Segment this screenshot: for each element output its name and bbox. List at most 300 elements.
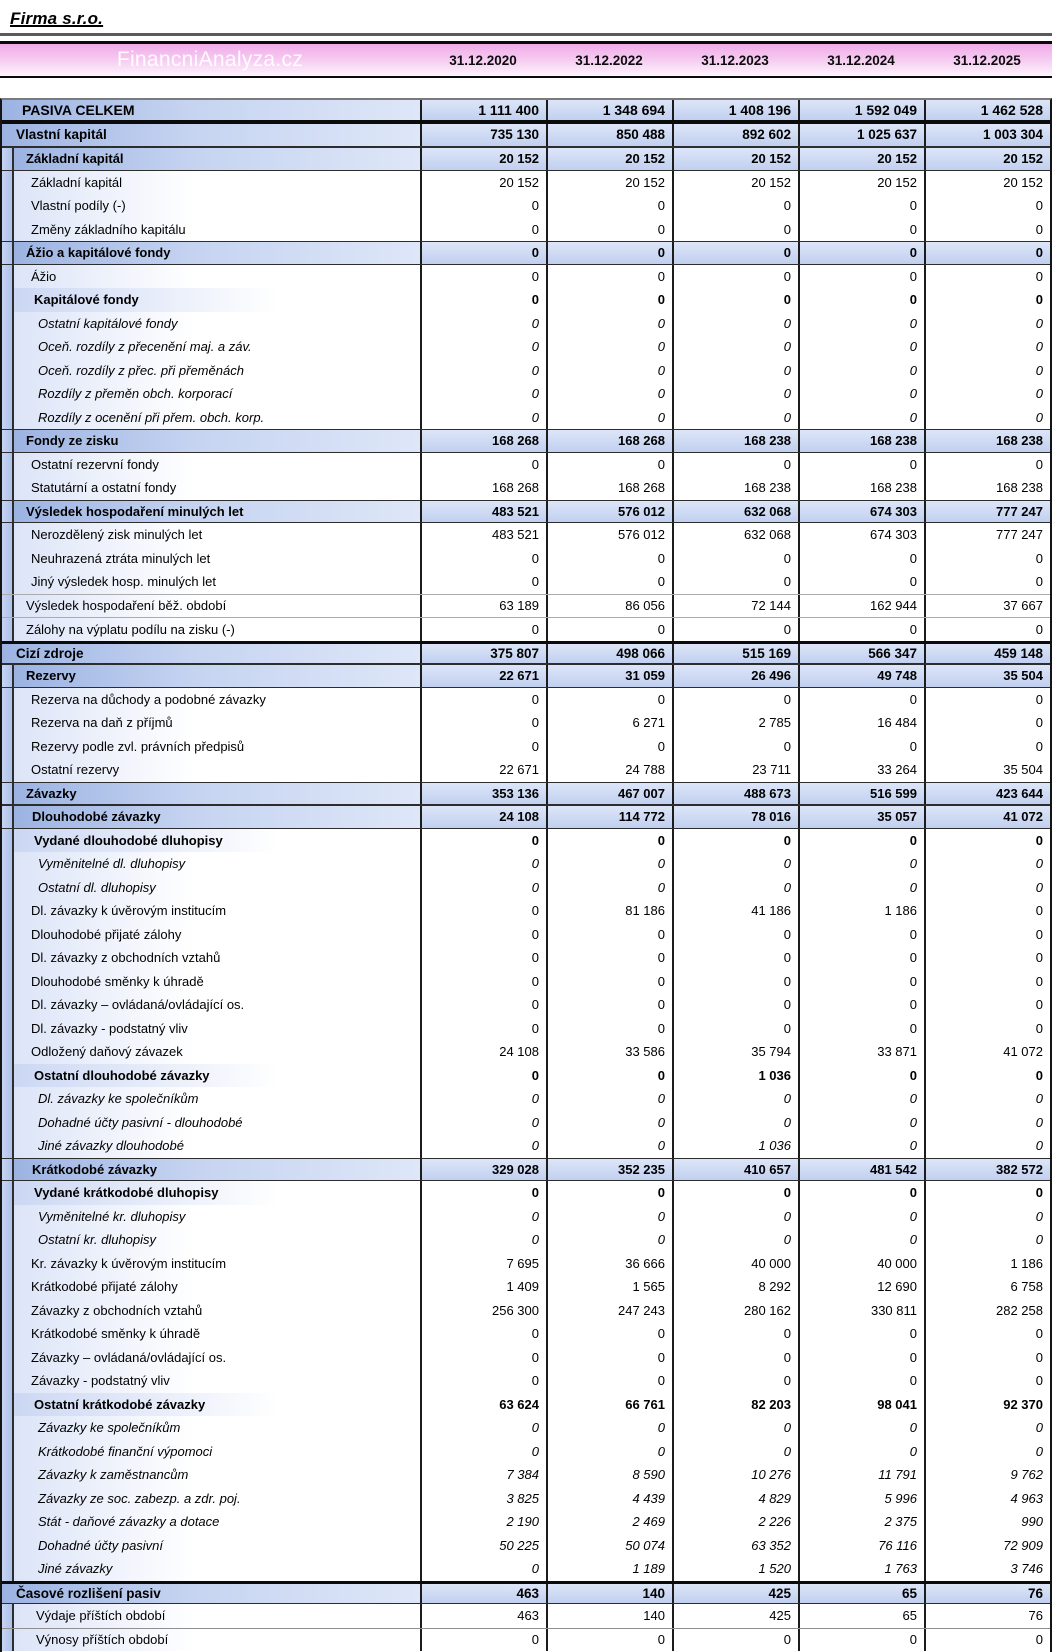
- value-cell: 0: [420, 547, 546, 571]
- value-cell: 0: [924, 547, 1050, 571]
- row-label: Cizí zdroje: [2, 644, 420, 664]
- hierarchy-gutter: [2, 993, 14, 1017]
- value-cell: 0: [546, 288, 672, 312]
- hierarchy-gutter: [2, 1534, 14, 1558]
- value-cell: 4 829: [672, 1487, 798, 1511]
- value-cell: 0: [672, 242, 798, 264]
- table-row: [2, 1322, 1050, 1346]
- hierarchy-gutter: [2, 453, 14, 477]
- value-cell: 0: [420, 1557, 546, 1581]
- value-cell: 0: [924, 359, 1050, 383]
- value-cell: 0: [546, 406, 672, 430]
- value-cell: 256 300: [420, 1299, 546, 1323]
- value-cell: 7 695: [420, 1252, 546, 1276]
- hierarchy-gutter: [2, 406, 14, 430]
- value-cell: 0: [924, 829, 1050, 853]
- hierarchy-gutter: [2, 1040, 14, 1064]
- table-row: [2, 1604, 1050, 1628]
- value-cell: 140: [546, 1604, 672, 1628]
- hierarchy-gutter: [2, 1369, 14, 1393]
- table-row: [2, 1369, 1050, 1393]
- value-cell: 0: [546, 735, 672, 759]
- row-label: Krátkodobé finanční výpomoci: [14, 1440, 420, 1464]
- report-header: [0, 0, 1052, 31]
- value-cell: 0: [798, 688, 924, 712]
- value-cell: 0: [420, 899, 546, 923]
- value-cell: 674 303: [798, 501, 924, 523]
- row-label: Dl. závazky ke společníkům: [14, 1087, 420, 1111]
- row-label: Rozdíly z přeměn obch. korporací: [14, 382, 420, 406]
- table-row: [2, 265, 1050, 289]
- page-title: Firma s.r.o.: [10, 9, 104, 28]
- value-cell: 0: [546, 1322, 672, 1346]
- row-label: Ostatní dl. dluhopisy: [14, 876, 420, 900]
- title-divider: [0, 33, 1052, 36]
- value-cell: 0: [546, 1205, 672, 1229]
- value-cell: 0: [924, 711, 1050, 735]
- value-cell: 0: [546, 335, 672, 359]
- value-cell: 1 111 400: [420, 100, 546, 120]
- value-cell: 0: [924, 899, 1050, 923]
- table-row: [2, 688, 1050, 712]
- value-cell: 41 186: [672, 899, 798, 923]
- row-label: Vyměnitelné kr. dluhopisy: [14, 1205, 420, 1229]
- value-cell: 0: [420, 1017, 546, 1041]
- table-row: [2, 171, 1050, 195]
- value-cell: 65: [798, 1584, 924, 1604]
- value-cell: 0: [546, 1111, 672, 1135]
- table-row: [2, 476, 1050, 500]
- value-cell: 20 152: [420, 171, 546, 195]
- row-label: Ostatní kapitálové fondy: [14, 312, 420, 336]
- hierarchy-gutter: [2, 618, 14, 641]
- value-cell: 31 059: [546, 665, 672, 687]
- hierarchy-gutter: [2, 359, 14, 383]
- value-cell: 0: [672, 1087, 798, 1111]
- value-cell: 0: [924, 242, 1050, 264]
- row-label: Krátkodobé přijaté zálohy: [14, 1275, 420, 1299]
- value-cell: 0: [420, 359, 546, 383]
- value-cell: 168 238: [798, 476, 924, 500]
- value-cell: 0: [420, 1629, 546, 1652]
- row-label: Ostatní rezervní fondy: [14, 453, 420, 477]
- value-cell: 0: [798, 1134, 924, 1158]
- row-label: Kapitálové fondy: [14, 288, 420, 312]
- value-cell: 0: [924, 1087, 1050, 1111]
- value-cell: 0: [420, 194, 546, 218]
- value-cell: 329 028: [420, 1159, 546, 1181]
- row-label: Vydané krátkodobé dluhopisy: [14, 1181, 420, 1205]
- value-cell: 0: [546, 1629, 672, 1652]
- hierarchy-gutter: [2, 1159, 14, 1181]
- row-label: Ostatní kr. dluhopisy: [14, 1228, 420, 1252]
- hierarchy-gutter: [2, 1228, 14, 1252]
- value-cell: 114 772: [546, 806, 672, 828]
- row-label: Výsledek hospodaření minulých let: [14, 501, 420, 523]
- row-label: Nerozdělený zisk minulých let: [14, 523, 420, 547]
- value-cell: 0: [924, 993, 1050, 1017]
- table-row: [2, 1158, 1050, 1182]
- row-label: Dl. závazky k úvěrovým institucím: [14, 899, 420, 923]
- value-cell: 353 136: [420, 783, 546, 805]
- value-cell: 0: [672, 1111, 798, 1135]
- table-row: [2, 852, 1050, 876]
- value-cell: 777 247: [924, 523, 1050, 547]
- hierarchy-gutter: [2, 547, 14, 571]
- value-cell: 0: [546, 547, 672, 571]
- column-header-date: 31.12.2025: [953, 52, 1021, 68]
- row-label: Jiné závazky dlouhodobé: [14, 1134, 420, 1158]
- value-cell: 0: [672, 946, 798, 970]
- value-cell: 12 690: [798, 1275, 924, 1299]
- value-cell: 0: [798, 1440, 924, 1464]
- value-cell: 0: [420, 1134, 546, 1158]
- hierarchy-gutter: [2, 946, 14, 970]
- value-cell: 72 909: [924, 1534, 1050, 1558]
- row-label: Rezerva na důchody a podobné závazky: [14, 688, 420, 712]
- table-row: [2, 1534, 1050, 1558]
- value-cell: 0: [672, 735, 798, 759]
- row-label: Kr. závazky k úvěrovým institucím: [14, 1252, 420, 1276]
- hierarchy-gutter: [2, 1557, 14, 1581]
- value-cell: 40 000: [672, 1252, 798, 1276]
- table-row: [2, 899, 1050, 923]
- row-label: Výnosy příštích období: [14, 1629, 420, 1652]
- column-header-date: 31.12.2023: [701, 52, 769, 68]
- value-cell: 0: [924, 1134, 1050, 1158]
- value-cell: 78 016: [672, 806, 798, 828]
- hierarchy-gutter: [2, 1134, 14, 1158]
- value-cell: 33 871: [798, 1040, 924, 1064]
- hierarchy-gutter: [2, 876, 14, 900]
- watermark-text: FinancniAnalyza.cz: [116, 48, 304, 71]
- value-cell: 0: [924, 406, 1050, 430]
- row-label: Závazky ze soc. zabezp. a zdr. poj.: [14, 1487, 420, 1511]
- value-cell: 352 235: [546, 1159, 672, 1181]
- row-label: Rozdíly z ocenění při přem. obch. korp.: [14, 406, 420, 430]
- value-cell: 0: [420, 876, 546, 900]
- value-cell: 0: [420, 1369, 546, 1393]
- table-row: [2, 617, 1050, 641]
- value-cell: 0: [672, 570, 798, 594]
- value-cell: 0: [798, 1111, 924, 1135]
- value-cell: 37 667: [924, 595, 1050, 618]
- hierarchy-gutter: [2, 218, 14, 242]
- value-cell: 92 370: [924, 1393, 1050, 1417]
- value-cell: 0: [546, 312, 672, 336]
- value-cell: 0: [420, 570, 546, 594]
- value-cell: 0: [420, 382, 546, 406]
- value-cell: 0: [798, 382, 924, 406]
- row-label: Rezervy: [14, 665, 420, 687]
- value-cell: 168 268: [420, 476, 546, 500]
- table-row: [2, 1228, 1050, 1252]
- value-cell: 0: [546, 852, 672, 876]
- value-cell: 6 758: [924, 1275, 1050, 1299]
- value-cell: 735 130: [420, 124, 546, 147]
- value-cell: 0: [798, 923, 924, 947]
- value-cell: 0: [672, 1440, 798, 1464]
- table-row: [2, 218, 1050, 242]
- table-row: [2, 500, 1050, 524]
- hierarchy-gutter: [2, 194, 14, 218]
- value-cell: 22 671: [420, 758, 546, 782]
- value-cell: 168 268: [420, 430, 546, 452]
- value-cell: 0: [798, 312, 924, 336]
- hierarchy-gutter: [2, 1629, 14, 1652]
- value-cell: 0: [924, 288, 1050, 312]
- row-label: Krátkodobé závazky: [14, 1159, 420, 1181]
- value-cell: 0: [798, 1064, 924, 1088]
- row-label: Jiný výsledek hosp. minulých let: [14, 570, 420, 594]
- value-cell: 488 673: [672, 783, 798, 805]
- row-label: Vydané dlouhodobé dluhopisy: [14, 829, 420, 853]
- row-label: Vlastní kapitál: [2, 124, 420, 147]
- value-cell: 0: [924, 265, 1050, 289]
- hierarchy-gutter: [2, 1416, 14, 1440]
- value-cell: 280 162: [672, 1299, 798, 1323]
- value-cell: 0: [420, 1228, 546, 1252]
- value-cell: 0: [420, 1181, 546, 1205]
- value-cell: 0: [546, 1087, 672, 1111]
- row-label: Dlouhodobé přijaté zálohy: [14, 923, 420, 947]
- value-cell: 2 469: [546, 1510, 672, 1534]
- hierarchy-gutter: [2, 923, 14, 947]
- value-cell: 1 186: [798, 899, 924, 923]
- value-cell: 20 152: [672, 148, 798, 170]
- table-row: [2, 1628, 1050, 1652]
- table-row: [2, 923, 1050, 947]
- value-cell: 777 247: [924, 501, 1050, 523]
- hierarchy-gutter: [2, 783, 14, 805]
- value-cell: 1 036: [672, 1134, 798, 1158]
- value-cell: 0: [546, 688, 672, 712]
- value-cell: 1 348 694: [546, 100, 672, 120]
- value-cell: 0: [672, 618, 798, 641]
- value-cell: 0: [420, 735, 546, 759]
- table-row: [2, 1134, 1050, 1158]
- table-row: [2, 359, 1050, 383]
- hierarchy-gutter: [2, 288, 14, 312]
- value-cell: 24 108: [420, 1040, 546, 1064]
- value-cell: 0: [924, 1017, 1050, 1041]
- value-cell: 0: [672, 1205, 798, 1229]
- value-cell: 850 488: [546, 124, 672, 147]
- hierarchy-gutter: [2, 1087, 14, 1111]
- value-cell: 72 144: [672, 595, 798, 618]
- value-cell: 24 788: [546, 758, 672, 782]
- value-cell: 0: [798, 218, 924, 242]
- value-cell: 330 811: [798, 1299, 924, 1323]
- row-label: Dl. závazky – ovládaná/ovládající os.: [14, 993, 420, 1017]
- table-row: [2, 1275, 1050, 1299]
- value-cell: 566 347: [798, 644, 924, 664]
- value-cell: 0: [798, 852, 924, 876]
- value-cell: 1 003 304: [924, 124, 1050, 147]
- value-cell: 0: [672, 265, 798, 289]
- value-cell: 0: [798, 242, 924, 264]
- value-cell: 0: [546, 1416, 672, 1440]
- hierarchy-gutter: [2, 430, 14, 452]
- hierarchy-gutter: [2, 501, 14, 523]
- value-cell: 0: [924, 946, 1050, 970]
- value-cell: 0: [420, 265, 546, 289]
- balance-table-rows: [2, 100, 1050, 1651]
- value-cell: 76 116: [798, 1534, 924, 1558]
- table-row: [2, 429, 1050, 453]
- value-cell: 516 599: [798, 783, 924, 805]
- value-cell: 1 520: [672, 1557, 798, 1581]
- table-row: [2, 312, 1050, 336]
- hierarchy-gutter: [2, 852, 14, 876]
- value-cell: 81 186: [546, 899, 672, 923]
- value-cell: 483 521: [420, 523, 546, 547]
- row-label: Zálohy na výplatu podílu na zisku (-): [14, 618, 420, 641]
- row-label: Oceň. rozdíly z přec. při přeměnách: [14, 359, 420, 383]
- value-cell: 26 496: [672, 665, 798, 687]
- value-cell: 0: [420, 1440, 546, 1464]
- value-cell: 2 190: [420, 1510, 546, 1534]
- value-cell: 50 074: [546, 1534, 672, 1558]
- value-cell: 20 152: [924, 148, 1050, 170]
- row-label: Neuhrazená ztráta minulých let: [14, 547, 420, 571]
- row-label: PASIVA CELKEM: [2, 100, 420, 120]
- table-row: [2, 406, 1050, 430]
- value-cell: 0: [420, 1416, 546, 1440]
- value-cell: 576 012: [546, 523, 672, 547]
- value-cell: 0: [924, 852, 1050, 876]
- value-cell: 0: [672, 1416, 798, 1440]
- value-cell: 1 592 049: [798, 100, 924, 120]
- value-cell: 1 189: [546, 1557, 672, 1581]
- value-cell: 0: [546, 1017, 672, 1041]
- row-label: Dlouhodobé závazky: [14, 806, 420, 828]
- value-cell: 1 409: [420, 1275, 546, 1299]
- value-cell: 49 748: [798, 665, 924, 687]
- table-row: [2, 382, 1050, 406]
- value-cell: 8 292: [672, 1275, 798, 1299]
- table-row: [2, 1416, 1050, 1440]
- row-label: Odložený daňový závazek: [14, 1040, 420, 1064]
- value-cell: 0: [798, 970, 924, 994]
- value-cell: 98 041: [798, 1393, 924, 1417]
- value-cell: 76: [924, 1604, 1050, 1628]
- value-cell: 0: [420, 852, 546, 876]
- row-label: Ážio: [14, 265, 420, 289]
- value-cell: 0: [672, 1228, 798, 1252]
- value-cell: 0: [924, 570, 1050, 594]
- table-row: [2, 735, 1050, 759]
- value-cell: 0: [798, 1205, 924, 1229]
- value-cell: 0: [798, 335, 924, 359]
- hierarchy-gutter: [2, 476, 14, 500]
- hierarchy-gutter: [2, 829, 14, 853]
- table-row: [2, 570, 1050, 594]
- value-cell: 0: [798, 1087, 924, 1111]
- value-cell: 11 791: [798, 1463, 924, 1487]
- row-label: Dohadné účty pasivní - dlouhodobé: [14, 1111, 420, 1135]
- table-row: [2, 1205, 1050, 1229]
- table-row: [2, 782, 1050, 806]
- table-row: [2, 1111, 1050, 1135]
- value-cell: 35 794: [672, 1040, 798, 1064]
- value-cell: 0: [672, 1322, 798, 1346]
- value-cell: 0: [420, 1087, 546, 1111]
- value-cell: 0: [798, 735, 924, 759]
- row-label: Krátkodobé směnky k úhradě: [14, 1322, 420, 1346]
- value-cell: 467 007: [546, 783, 672, 805]
- value-cell: 0: [798, 1416, 924, 1440]
- value-cell: 41 072: [924, 806, 1050, 828]
- value-cell: 3 825: [420, 1487, 546, 1511]
- row-label: Rezervy podle zvl. právních předpisů: [14, 735, 420, 759]
- value-cell: 23 711: [672, 758, 798, 782]
- value-cell: 282 258: [924, 1299, 1050, 1323]
- value-cell: 0: [798, 946, 924, 970]
- balance-sheet-table: [0, 98, 1052, 1652]
- hierarchy-gutter: [2, 665, 14, 687]
- row-label: Oceň. rozdíly z přecenění maj. a záv.: [14, 335, 420, 359]
- row-label: Fondy ze zisku: [14, 430, 420, 452]
- value-cell: 0: [546, 218, 672, 242]
- row-label: Stát - daňové závazky a dotace: [14, 1510, 420, 1534]
- hierarchy-gutter: [2, 1604, 14, 1628]
- hierarchy-gutter: [2, 711, 14, 735]
- hierarchy-gutter: [2, 806, 14, 828]
- value-cell: 0: [798, 1017, 924, 1041]
- value-cell: 1 763: [798, 1557, 924, 1581]
- column-header-date: 31.12.2020: [449, 52, 517, 68]
- value-cell: 0: [546, 923, 672, 947]
- row-label: Ostatní krátkodobé závazky: [14, 1393, 420, 1417]
- value-cell: 3 746: [924, 1557, 1050, 1581]
- hierarchy-gutter: [2, 758, 14, 782]
- value-cell: 8 590: [546, 1463, 672, 1487]
- value-cell: 0: [798, 1629, 924, 1652]
- hierarchy-gutter: [2, 1181, 14, 1205]
- table-row: [2, 1346, 1050, 1370]
- value-cell: 20 152: [798, 148, 924, 170]
- value-cell: 0: [798, 406, 924, 430]
- row-label: Závazky k zaměstnancům: [14, 1463, 420, 1487]
- value-cell: 0: [546, 1134, 672, 1158]
- table-row: [2, 758, 1050, 782]
- table-row: [2, 1487, 1050, 1511]
- value-cell: 0: [420, 946, 546, 970]
- hierarchy-gutter: [2, 312, 14, 336]
- value-cell: 1 036: [672, 1064, 798, 1088]
- row-label: Závazky z obchodních vztahů: [14, 1299, 420, 1323]
- value-cell: 0: [924, 218, 1050, 242]
- value-cell: 162 944: [798, 595, 924, 618]
- hierarchy-gutter: [2, 242, 14, 264]
- value-cell: 0: [672, 382, 798, 406]
- row-label: Dl. závazky z obchodních vztahů: [14, 946, 420, 970]
- value-cell: 0: [546, 1346, 672, 1370]
- value-cell: 674 303: [798, 523, 924, 547]
- value-cell: 375 807: [420, 644, 546, 664]
- value-cell: 0: [420, 218, 546, 242]
- value-cell: 0: [924, 1440, 1050, 1464]
- value-cell: 0: [924, 335, 1050, 359]
- value-cell: 0: [546, 876, 672, 900]
- table-row: [2, 1463, 1050, 1487]
- value-cell: 20 152: [798, 171, 924, 195]
- hierarchy-gutter: [2, 1393, 14, 1417]
- value-cell: 1 408 196: [672, 100, 798, 120]
- value-cell: 0: [798, 618, 924, 641]
- value-cell: 632 068: [672, 523, 798, 547]
